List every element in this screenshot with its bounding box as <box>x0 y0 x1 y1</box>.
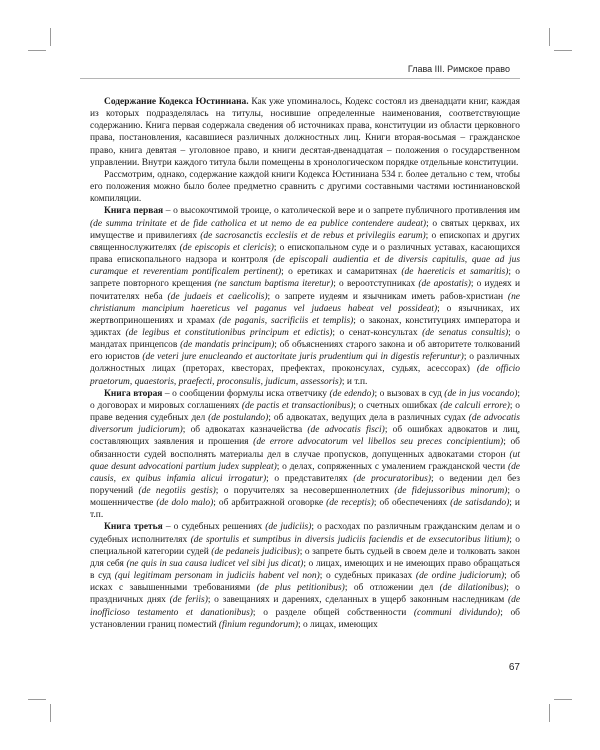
crop-mark <box>554 699 572 700</box>
latin-term: (ne sanctum baptisma iteretur) <box>214 279 334 290</box>
text-run: – о сообщении формулы иска ответчику <box>162 388 330 399</box>
crop-mark <box>28 699 46 700</box>
latin-term: (de feriis) <box>169 595 208 606</box>
paragraph <box>90 169 520 205</box>
latin-term: (ne christianum mancipium haereticus vel paganus vel judaeus habeat vel possideat) <box>90 291 520 314</box>
text-run: ; о поручителях за несовершеннолетних <box>215 486 395 496</box>
text-run: – о высокочтимой троице, о католической вере и о запрете публичного противления им <box>163 206 520 217</box>
latin-term: (de apostatis) <box>418 279 471 290</box>
latin-term: (de errore advocatorum vel libellos seu preces concipientium) <box>253 437 504 448</box>
page-number: 67 <box>508 662 520 673</box>
text-run: ; о делах, сопряженных с умалением гражданской чести <box>276 461 508 472</box>
crop-mark <box>50 704 51 722</box>
text-run: ; о святых церквах, их имуществе и привилегиях <box>90 218 521 241</box>
latin-term: (de summa trinitate et de fide catholica et ut nemo de ea publice contendere audeat) <box>90 218 427 229</box>
latin-term: (de inofficioso testamento et danationibus) <box>90 595 521 618</box>
text-run: ; о вероотступниках <box>333 279 419 290</box>
text-run: ; о различных должностных лицах (преторах, квесторах, префектах, проконсулах, судьях, асессорах) <box>90 352 521 375</box>
latin-term: (de causis, ex quibus infamia alicui irrogatur) <box>90 461 520 484</box>
paragraph <box>90 388 520 522</box>
text-run: ; о лицах, имеющих <box>297 619 378 630</box>
latin-term: (de receptis) <box>326 498 374 509</box>
latin-term: (de judaeis et caelicolis) <box>167 291 268 302</box>
bold-run: Книга первая <box>104 206 164 217</box>
paragraph <box>90 205 520 387</box>
text-run: Рассмотрим, однако, содержание каждой книги Кодекса Юстиниана 534 г. более детально с тем, чтобы его положения можно было более предметно сравнить с другими составными частями юстиниановской компиляции. <box>90 169 520 205</box>
latin-term: (de officio praetorum, quaestoris, praefecti, proconsulis, judicum, assessoris) <box>90 364 520 387</box>
latin-term: (de in jus vocando) <box>444 388 518 399</box>
latin-term: (de edendo) <box>329 388 375 399</box>
text-run: ; об адвокатах, ведущих дела в различных судах <box>268 413 469 424</box>
text-run: ; о ведении дел без поручений <box>90 473 520 496</box>
latin-term: (de pedaneis judicibus) <box>211 546 300 557</box>
latin-term: (finium regundorum) <box>218 619 298 630</box>
text-run: ; об обеспечениях <box>373 498 451 509</box>
text-run: ; о язычниках, их жертвоприношениях и храмах <box>90 303 520 326</box>
latin-term: (de plus petitionibus) <box>256 583 345 594</box>
text-run: ; о праве ведения судебных дел <box>90 400 520 424</box>
latin-term: (de dolo malo) <box>156 498 214 509</box>
latin-term: (de sportulis et sumptibus in diversis judiciis faciendis et de exsecutoribus litium) <box>190 534 510 545</box>
text-run: ; о законах, конституциях императора и эдиктах <box>90 315 520 338</box>
latin-term: (de legibus et constitutionibus principum et edictis) <box>125 327 333 338</box>
bold-run: Книга третья <box>104 522 163 533</box>
bold-run: Содержание Кодекса Юстиниана. <box>104 97 249 107</box>
text-run: ; об ошибках адвокатов и лиц, составляющих заявления и прошения <box>90 425 520 448</box>
latin-term: (de paganis, sacrificiis et templis) <box>218 315 354 326</box>
bold-run: Книга вторая <box>104 388 163 399</box>
latin-term: (de pactis et transactionibus) <box>241 400 354 411</box>
text-run: ; о запрете иудеям и язычникам иметь рабов-христиан <box>267 291 508 302</box>
text-run: ; о праздничных днях <box>90 583 520 606</box>
text-run: ; о специальной категории судей <box>90 534 520 557</box>
text-run: ; о разделе общей собственности <box>252 607 414 618</box>
crop-mark <box>28 50 46 51</box>
crop-mark <box>549 28 550 46</box>
text-run: ; о сенат-консультах <box>332 327 423 338</box>
text-run: ; и т.п. <box>341 376 368 387</box>
text-run: ; о завещаниях и дарениях, сделанных в ущерб законным наследникам <box>207 595 508 606</box>
latin-term: (de ordine judiciorum) <box>415 571 505 582</box>
text-run: ; об исках с завышенными требованиями <box>90 571 520 594</box>
latin-term: (de fidejussoribus minorum) <box>394 486 508 496</box>
latin-term: (ut quae desunt advocationi partium judex suppleat) <box>90 449 520 472</box>
latin-term: (de procuratoribus) <box>353 473 431 484</box>
latin-term: (de episcopali audientia et de diversis capitulis, quae ad jus curamque et reverentiam pontificalem pertinent) <box>90 255 520 278</box>
text-run: ; об объяснениях старого закона и об авторитете толкований его юристов <box>90 340 520 363</box>
latin-term: (de advocatis fisci) <box>307 425 385 436</box>
crop-mark <box>554 50 572 51</box>
latin-term: (qui legitimam personam in judiciis habent vel non) <box>114 571 320 582</box>
text-run: ; о лицах, имеющих и не имеющих право обращаться в суд <box>90 558 520 582</box>
text-run: – о судебных решениях <box>162 522 266 533</box>
latin-term: (de negotiis gestis) <box>138 486 216 496</box>
header-rule <box>80 78 520 79</box>
latin-term: (de dilationibus) <box>439 583 507 594</box>
crop-mark <box>549 704 550 722</box>
paragraph <box>90 521 520 630</box>
text-run: ; о запрете повторного крещения <box>90 267 521 290</box>
text-run: ; о епископальном суде и о различных уставах, касающихся права епископального надзора и контроля <box>90 242 520 266</box>
text-run: ; о судебных приказах <box>319 571 416 582</box>
text-run: ; о представителях <box>266 473 354 484</box>
text-run: ; о епископах и других священнослужителях <box>90 230 520 253</box>
running-head: Глава III. Римское право <box>407 64 510 74</box>
latin-term: (de haereticis et samaritis) <box>401 267 509 278</box>
latin-term: (de sacrosanctis ecclesiis et de rebus et privilegiis earum) <box>200 230 426 241</box>
latin-term: (de episcopis et clericis) <box>179 242 274 253</box>
latin-term: (de judiciis) <box>265 522 312 533</box>
latin-term: (ne quis in sua causa iudicet vel sibi jus dicat) <box>126 558 304 569</box>
text-run: Как уже упоминалось, Кодекс состоял из двенадцати книг, каждая из которых подразделялась на титулы, носившие определенные наименования, соответствующие содержанию. Книга первая содержала сведения об источниках права, конституции из области церковного права, постановления, касавшиеся различных должностных лиц. Книги вторая-восьмая – гражданское право, книга девятая – уголовное право, и книги десятая-двенадцатая – положения о государственном управлении. Внутри каждого титула были помещены в хронологическом порядке отдельные конституции. <box>90 97 520 168</box>
text-run: ; об обязанности судей восполнять материалы дел в случае пропусков, допущенных адвокатами сторон <box>90 437 520 460</box>
text-run: ; об отложении дел <box>344 583 440 594</box>
latin-term: (de veteri jure enucleando et auctoritate juris prudentium qui in digestis referuntur) <box>142 352 464 363</box>
text-run: ; об адвокатах казначейства <box>182 425 308 436</box>
text-run: ; о договорах и мировых соглашениях <box>90 388 520 411</box>
text-run: ; о иудеях и почитателях неба <box>90 279 520 302</box>
paragraph <box>90 96 520 169</box>
text-run: ; о мошенничестве <box>90 486 520 509</box>
latin-term: (de postulando) <box>208 413 269 424</box>
text-run: ; о расходах по различным гражданским делам и о судебных исполнителях <box>90 522 520 545</box>
text-run: ; об арбитражной оговорке <box>213 498 327 509</box>
text-run: ; об установлении границ поместий <box>90 607 520 630</box>
text-run: ; о счетных ошибках <box>353 400 441 411</box>
text-run: ; о мандатах принцепсов <box>90 327 521 351</box>
latin-term: (de satisdando) <box>450 498 510 509</box>
page-body <box>90 96 520 631</box>
text-run: ; о еретиках и самаритянах <box>281 267 402 278</box>
latin-term: (de senatus consultis) <box>422 327 509 338</box>
latin-term: (de advocatis diversorum judiciorum) <box>90 413 520 436</box>
text-run: ; о запрете быть судьей в своем деле и толковать закон для себя <box>90 546 520 569</box>
latin-term: (de calculi errore) <box>440 400 510 411</box>
text-run: ; о вызовах в суд <box>374 388 445 399</box>
latin-term: (communi dividundo) <box>413 607 501 618</box>
crop-mark <box>50 28 51 46</box>
latin-term: (de mandatis principum) <box>180 340 275 351</box>
text-run: ; и т.п. <box>90 498 520 521</box>
